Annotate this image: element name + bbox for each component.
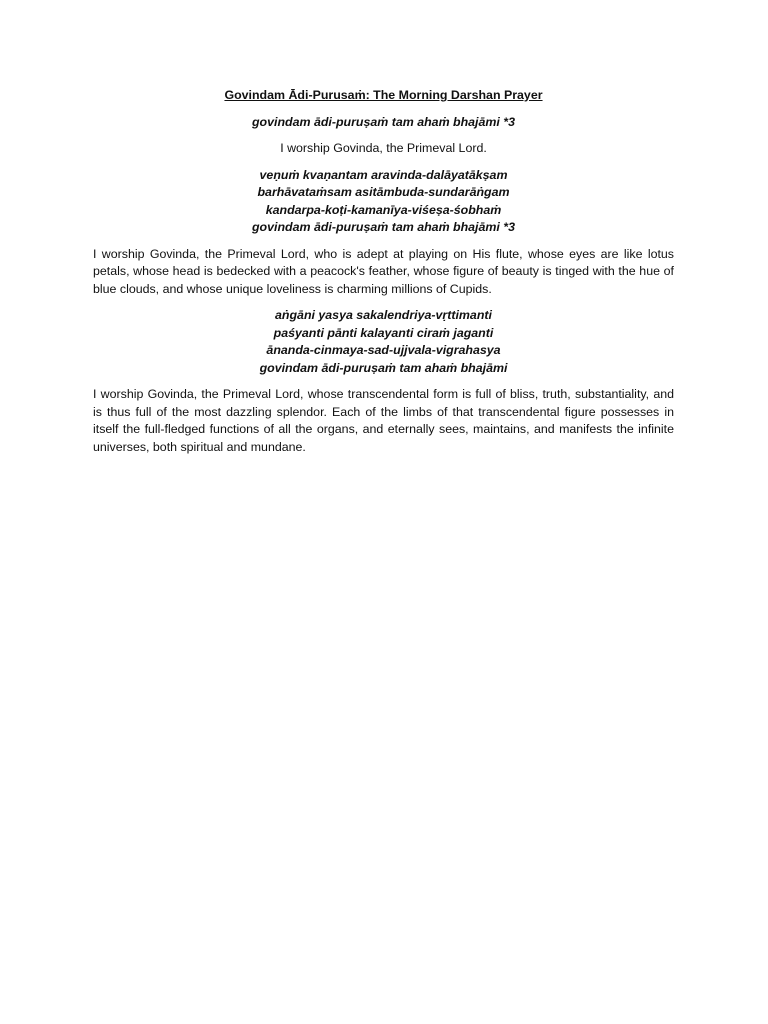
verse-line: veṇuṁ kvaṇantam aravinda-dalāyatākṣam <box>259 167 508 182</box>
refrain-translation: I worship Govinda, the Primeval Lord. <box>280 141 487 155</box>
verse-line: govindam ādi-puruṣaṁ tam ahaṁ bhajāmi *3 <box>251 220 516 234</box>
verse-line: aṅgāni yasya sakalendriya-vṛttimanti <box>275 308 492 322</box>
document-title: Govindam Ādi-Purusaṁ: The Morning Darshan Prayer <box>224 88 543 102</box>
verse-line: ānanda-cinmaya-sad-ujjvala-vigrahasya <box>266 343 501 357</box>
verse-2 <box>93 307 674 377</box>
refrain-verse: govindam ādi-puruṣaṁ tam ahaṁ bhajāmi *3 <box>251 114 516 129</box>
verse-line: kandarpa-koṭi-kamanīya-viśeṣa-śobhaṁ <box>265 202 502 217</box>
translation-paragraph-1: I worship Govinda, the Primeval Lord, who is adept at playing on His flute, whose eyes are like lotus petals, whose head is bedecked with a peacock's feather, whose figure of beauty is tinged with the hue of blue clouds, and whose unique loveliness is charming millions of Cupids. <box>93 246 674 296</box>
document-page <box>93 87 674 465</box>
verse-line: barhāvataṁsam asitāmbuda-sundarāṅgam <box>257 185 510 199</box>
verse-line: paśyanti pānti kalayanti ciraṁ jaganti <box>273 325 494 340</box>
translation-paragraph-2: I worship Govinda, the Primeval Lord, whose transcendental form is full of bliss, truth, substantiality, and is thus full of the most dazzling splendor. Each of the limbs of that transcendental figure possesses in itself the full-fledged functions of all the organs, and eternally sees, maintains, and manifests the infinite universes, both spiritual and mundane. <box>93 387 674 454</box>
verse-1 <box>93 167 674 237</box>
verse-line: govindam ādi-puruṣaṁ tam ahaṁ bhajāmi <box>259 360 508 375</box>
